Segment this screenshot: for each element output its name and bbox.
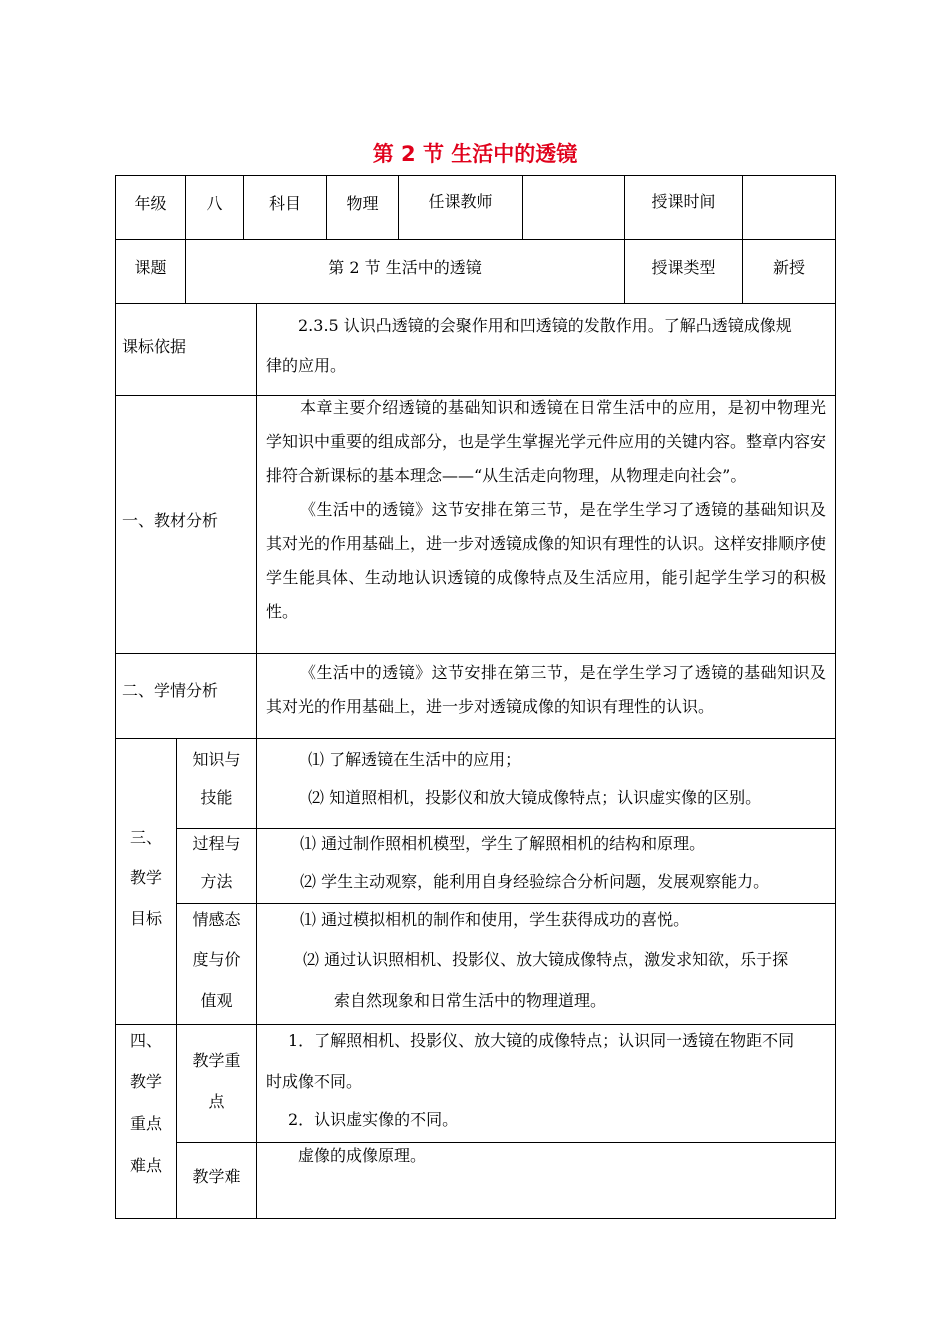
subject-value: 物理 (346, 194, 379, 213)
learners-paragraph: 《生活中的透镜》这节安排在第三节，是在学生学习了透镜的基础知识及其对光的作用基础上，进一步对透镜成像的知识有理性的认识。 (266, 663, 826, 716)
process-item-2: ⑵ 学生主动观察，能利用自身经验综合分析问题，发展观察能力。 (300, 872, 770, 891)
textbook-analysis (266, 391, 826, 629)
standard-label: 课标依据 (122, 337, 187, 356)
difficulty-label: 教学难 (192, 1167, 241, 1186)
focus-label-1: 教学重 (192, 1051, 241, 1070)
knowledge-label-2: 技能 (200, 788, 233, 807)
textbook-paragraph-2: 《生活中的透镜》这节安排在第三节，是在学生学习了透镜的基础知识及其对光的作用基础上，进一步对透镜成像的知识有理性的认识。这样安排顺序使学生能具体、生动地认识透镜的成像特点及生活应用，能引起学生学习的积极性。 (266, 500, 827, 621)
type-value: 新授 (772, 258, 805, 277)
focus-line-1: 1．了解照相机、投影仪、放大镜的成像特点；认识同一透镜在物距不同 (288, 1031, 795, 1050)
page-title: 第 2 节 生活中的透镜 (372, 142, 578, 166)
knowledge-label-1: 知识与 (192, 750, 241, 769)
teacher-label: 任课教师 (428, 192, 493, 211)
goals-label-3: 目标 (129, 909, 162, 928)
process-label-1: 过程与 (192, 834, 241, 853)
focus-line-2: 时成像不同。 (266, 1072, 363, 1091)
keypoints-label-2: 教学 (129, 1072, 162, 1091)
process-item-1: ⑴ 通过制作照相机模型，学生了解照相机的结构和原理。 (300, 834, 706, 853)
emotion-item-2: ⑵ 通过认识照相机、投影仪、放大镜成像特点，激发求知欲，乐于探 (303, 950, 789, 969)
emotion-label-1: 情感态 (192, 910, 241, 929)
emotion-label-2: 度与价 (192, 950, 241, 969)
learners-label: 二、学情分析 (122, 681, 219, 700)
type-label: 授课类型 (651, 258, 716, 277)
goals-label-1: 三、 (129, 828, 162, 847)
goals-label-2: 教学 (129, 868, 162, 887)
learners-analysis (266, 656, 826, 724)
emotion-label-3: 值观 (200, 991, 233, 1010)
keypoints-label-4: 难点 (129, 1156, 162, 1175)
textbook-paragraph-1: 本章主要介绍透镜的基础知识和透镜在日常生活中的应用，是初中物理光学知识中重要的组成部分，也是学生掌握光学元件应用的关键内容。整章内容安排符合新课标的基本理念——“从生活走向物理，从物理走向社会”。 (266, 398, 827, 485)
grade-value: 八 (206, 194, 223, 213)
emotion-item-3: 索自然现象和日常生活中的物理道理。 (334, 991, 607, 1010)
standard-line-2: 律的应用。 (266, 356, 347, 375)
process-label-2: 方法 (200, 872, 233, 891)
standard-line-1: 2.3.5 认识凸透镜的会聚作用和凹透镜的发散作用。了解凸透镜成像规 (298, 316, 792, 335)
textbook-label: 一、教材分析 (122, 511, 219, 530)
difficulty-line-1: 虚像的成像原理。 (298, 1146, 427, 1165)
knowledge-item-2: ⑵ 知道照相机，投影仪和放大镜成像特点；认识虚实像的区别。 (308, 788, 762, 807)
knowledge-item-1: ⑴ 了解透镜在生活中的应用； (308, 750, 522, 769)
keypoints-label-1: 四、 (129, 1031, 162, 1050)
emotion-item-1: ⑴ 通过模拟相机的制作和使用，学生获得成功的喜悦。 (300, 910, 690, 929)
time-label: 授课时间 (651, 192, 716, 211)
topic-label: 课题 (134, 258, 167, 277)
topic-value: 第 2 节 生活中的透镜 (328, 258, 482, 277)
grade-label: 年级 (134, 194, 167, 213)
focus-line-3: 2．认识虚实像的不同。 (288, 1110, 459, 1129)
focus-label-2: 点 (208, 1092, 225, 1111)
keypoints-label-3: 重点 (129, 1114, 162, 1133)
subject-label: 科目 (268, 194, 301, 213)
